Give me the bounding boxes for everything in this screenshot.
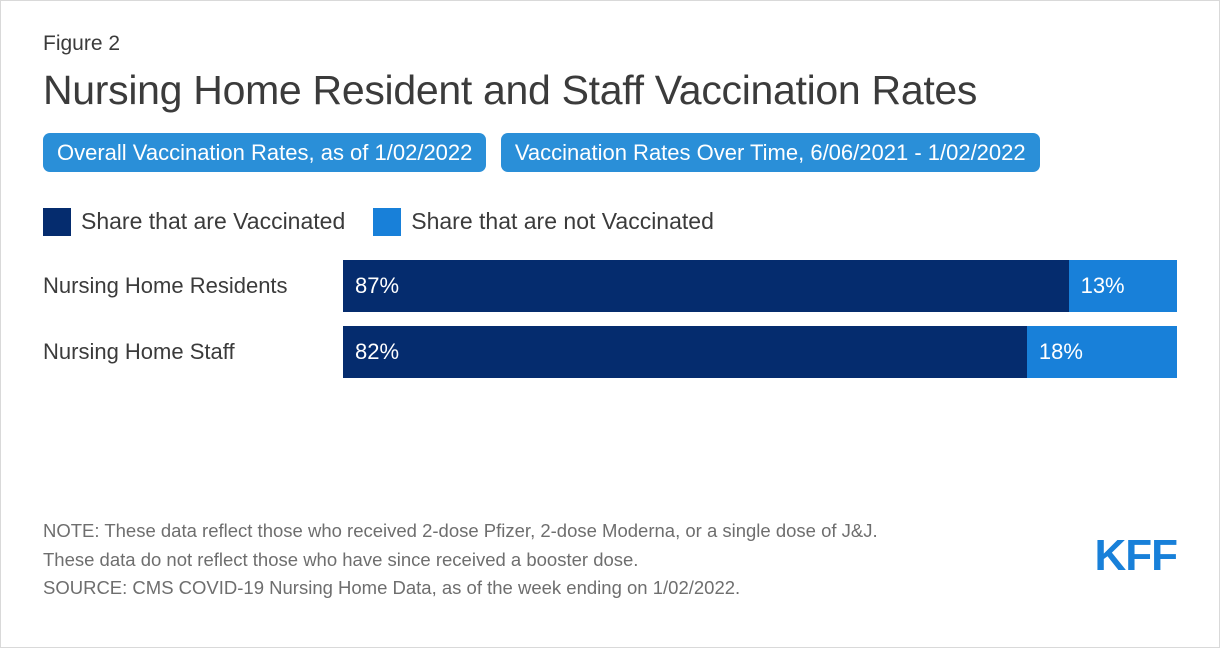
- bar-segment-vaccinated[interactable]: [343, 260, 1069, 312]
- page-title: Nursing Home Resident and Staff Vaccination Rates: [43, 67, 978, 114]
- bar-segment-not-vaccinated[interactable]: [1027, 326, 1177, 378]
- bar-value-label-vaccinated: 87%: [355, 272, 400, 298]
- bar-row: [43, 258, 1177, 314]
- note-line-2: These data do not reflect those who have since received a booster dose.: [43, 548, 639, 570]
- bar-value-label-not-vaccinated: 18%: [1038, 338, 1083, 364]
- chart-footnotes: [43, 517, 1177, 603]
- stacked-bar-track: [343, 260, 1177, 312]
- chart-plot-area: [43, 258, 1177, 380]
- source-line: SOURCE: CMS COVID-19 Nursing Home Data, as of the week ending on 1/02/2022.: [43, 577, 741, 599]
- bar-category-label: Nursing Home Staff: [43, 338, 235, 364]
- chart-legend: [43, 208, 1177, 236]
- legend-item-vaccinated: [43, 208, 345, 236]
- bar-row: [43, 324, 1177, 380]
- legend-label-vaccinated: Share that are Vaccinated: [81, 208, 346, 235]
- legend-item-not-vaccinated: [373, 208, 714, 236]
- stacked-bar-track: [343, 326, 1177, 378]
- legend-swatch-icon-vaccinated: [43, 208, 71, 236]
- kff-logo: KFF: [1094, 531, 1177, 580]
- bar-segment-not-vaccinated[interactable]: [1069, 260, 1177, 312]
- legend-swatch-icon-not-vaccinated: [373, 208, 401, 236]
- bar-segment-vaccinated[interactable]: [343, 326, 1027, 378]
- figure-inner: [43, 31, 1177, 627]
- tab-bar: [43, 133, 1177, 176]
- bar-value-label-not-vaccinated: 13%: [1080, 272, 1125, 298]
- bar-category-label: Nursing Home Residents: [43, 272, 288, 298]
- legend-label-not-vaccinated: Share that are not Vaccinated: [411, 208, 714, 235]
- bar-value-label-vaccinated: 82%: [355, 338, 400, 364]
- note-line-1: NOTE: These data reflect those who received 2-dose Pfizer, 2-dose Moderna, or a single dose of J&J.: [43, 519, 878, 541]
- tab-overall-vaccination-rates[interactable]: Overall Vaccination Rates, as of 1/02/2022: [43, 133, 486, 172]
- figure-label: Figure 2: [43, 32, 121, 55]
- tab-vaccination-rates-over-time[interactable]: Vaccination Rates Over Time, 6/06/2021 - 1/02/2022: [501, 133, 1040, 172]
